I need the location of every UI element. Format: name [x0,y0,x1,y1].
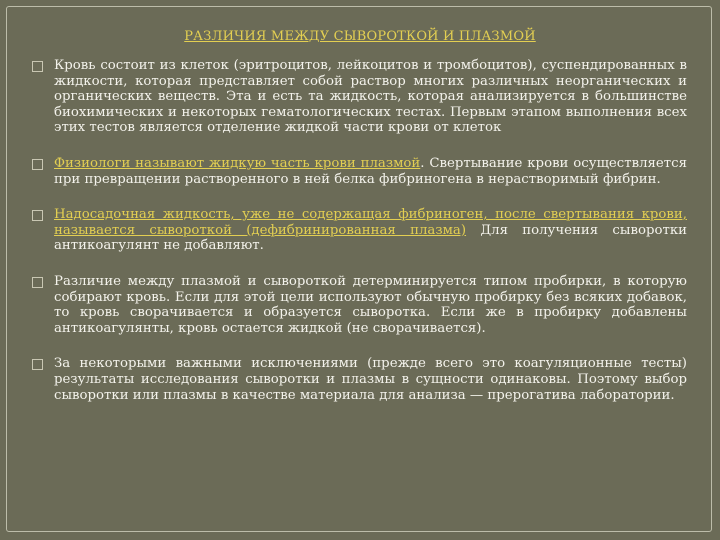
item-text: Различие между плазмой и сывороткой детерминируется типом пробирки, в которую собирают кровь. Если для этой цели используют обычную пробирку без всяких добавок, то кровь сворачивается и образуется сыворотка. Если же в пробирку добавлены антикоагулянты, кровь остается жидкой (не сворачивается). [54,273,687,336]
square-bullet-icon [32,61,43,72]
slide-content [32,58,687,423]
item-text: . Свертывание крови осуществляется при превращении растворенного в ней белка фибриногена в нерастворимый фибрин. [54,155,687,187]
highlighted-text: Физиологи называют жидкую часть крови плазмой [54,155,421,171]
square-bullet-icon [32,210,43,221]
bullet-item-blood-composition [32,58,687,136]
slide-title: РАЗЛИЧИЯ МЕЖДУ СЫВОРОТКОЙ И ПЛАЗМОЙ [184,29,536,44]
item-text: Кровь состоит из клеток (эритроцитов, лейкоцитов и тромбоцитов), суспендированных в жидкости, которая представляет собой раствор многих различных неорганических и органических веществ. Эта и есть та жидкость, которая анализируется в большинстве биохимических и некоторых гематологических тестах. Первым этапом выполнения всех этих тестов является отделение жидкой части крови от клеток [54,58,687,136]
bullet-item-plasma-definition [32,156,687,187]
bullet-item-choice [32,356,687,403]
item-text: Для получения сыворотки антикоагулянт не добавляют. [54,222,688,254]
highlighted-text: Надосадочная жидкость, уже не содержащая фибриноген, после свертывания крови, называется сывороткой (дефибринированная плазма) [54,207,687,238]
bullet-item-tube-type [32,274,687,336]
bullet-item-serum-definition [32,207,687,254]
square-bullet-icon [32,159,43,170]
square-bullet-icon [32,277,43,288]
item-text: За некоторыми важными исключениями (прежде всего это коагуляционные тесты) результаты исследования сыворотки и плазмы в сущности одинаковы. Поэтому выбор сыворотки или плазмы в качестве материала для анализа — прерогатива лаборатории. [54,356,687,403]
square-bullet-icon [32,359,43,370]
